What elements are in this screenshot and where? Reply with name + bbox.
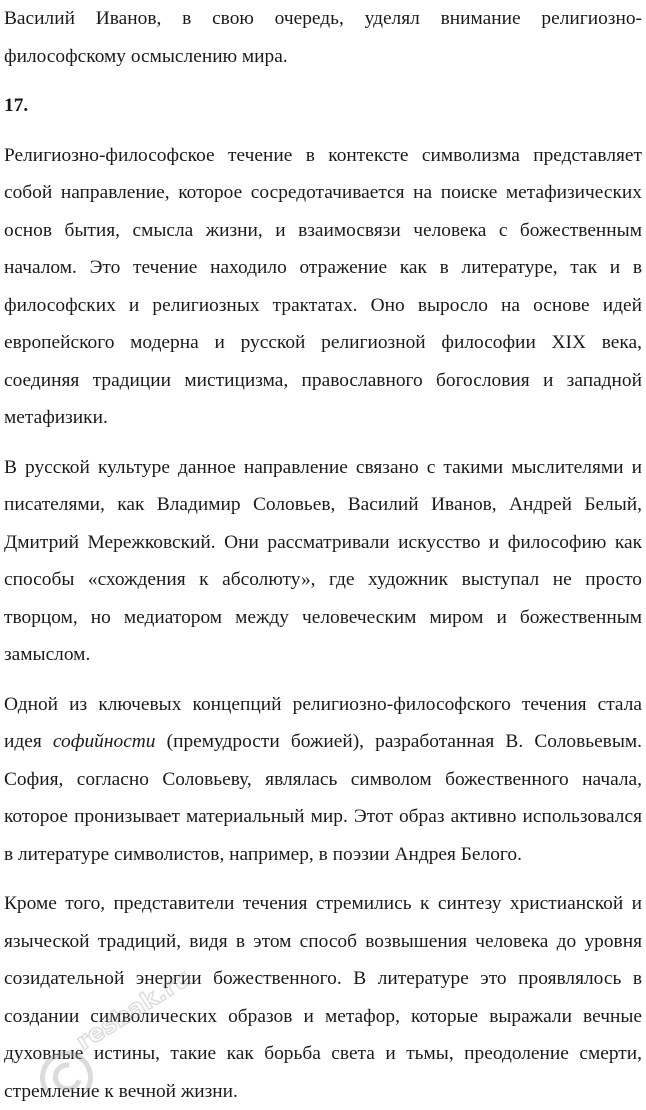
section-number: 17. xyxy=(4,95,29,116)
paragraph-2: В русской культуре данное направление связано с такими мыслителями и писателями, как Владимир Соловьев, Василий Иванов, Андрей Белый, Дмитрий Мережковский. Они рассматривали искусство и философию как способы «схождения к абсолюту», где художник выступал не просто творцом, но медиатором между человеческим миром и божественным замыслом. xyxy=(4,456,642,665)
paragraph-1: Религиозно-философское течение в контексте символизма представляет собой направление, которое сосредотачивается на поиске метафизических основ бытия, смысла жизни, и взаимосвязи человека с божественным началом. Это течение находило отражение как в литературе, так и в философских и религиозных трактатах. Оно выросло на основе идей европейского модерна и русской религиозной философии XIX века, соединяя традиции мистицизма, православного богословия и западной метафизики. xyxy=(4,144,642,428)
document-page xyxy=(4,0,642,1110)
watermark-text: resbak.ru xyxy=(71,963,197,1056)
spacer xyxy=(4,125,642,137)
paragraph-3-end: (премудрости божией), разработанная В. Соловьевым. София, согласно Соловьеву, являлась символом божественного начала, которое пронизывает материальный мир. Этот образ активно использовался в литературе символистов, например, в поэзии Андрея Белого. xyxy=(4,731,642,865)
intro-paragraph: Василий Иванов, в свою очередь, уделял внимание религиозно-философскому осмыслению мира. xyxy=(4,8,642,67)
spacer xyxy=(4,437,642,449)
spacer xyxy=(4,75,642,87)
paragraph-3-start: Одной из ключевых концепций религиозно-философского течения стала идея xyxy=(4,693,642,752)
emphasis-sofiynosti: софийности xyxy=(52,731,156,752)
spacer xyxy=(4,674,642,686)
paragraph-4: Кроме того, представители течения стремились к синтезу христианской и языческой традиций, видя в этом способ возвышения человека до уровня созидательной энергии божественного. В литературе это проявлялось в создании символических образов и метафор, которые выражали вечные духовные истины, такие как борьба света и тьмы, преодоление смерти, стремление к вечной жизни. xyxy=(4,893,642,1102)
paragraph-3 xyxy=(4,686,642,874)
spacer xyxy=(4,873,642,885)
